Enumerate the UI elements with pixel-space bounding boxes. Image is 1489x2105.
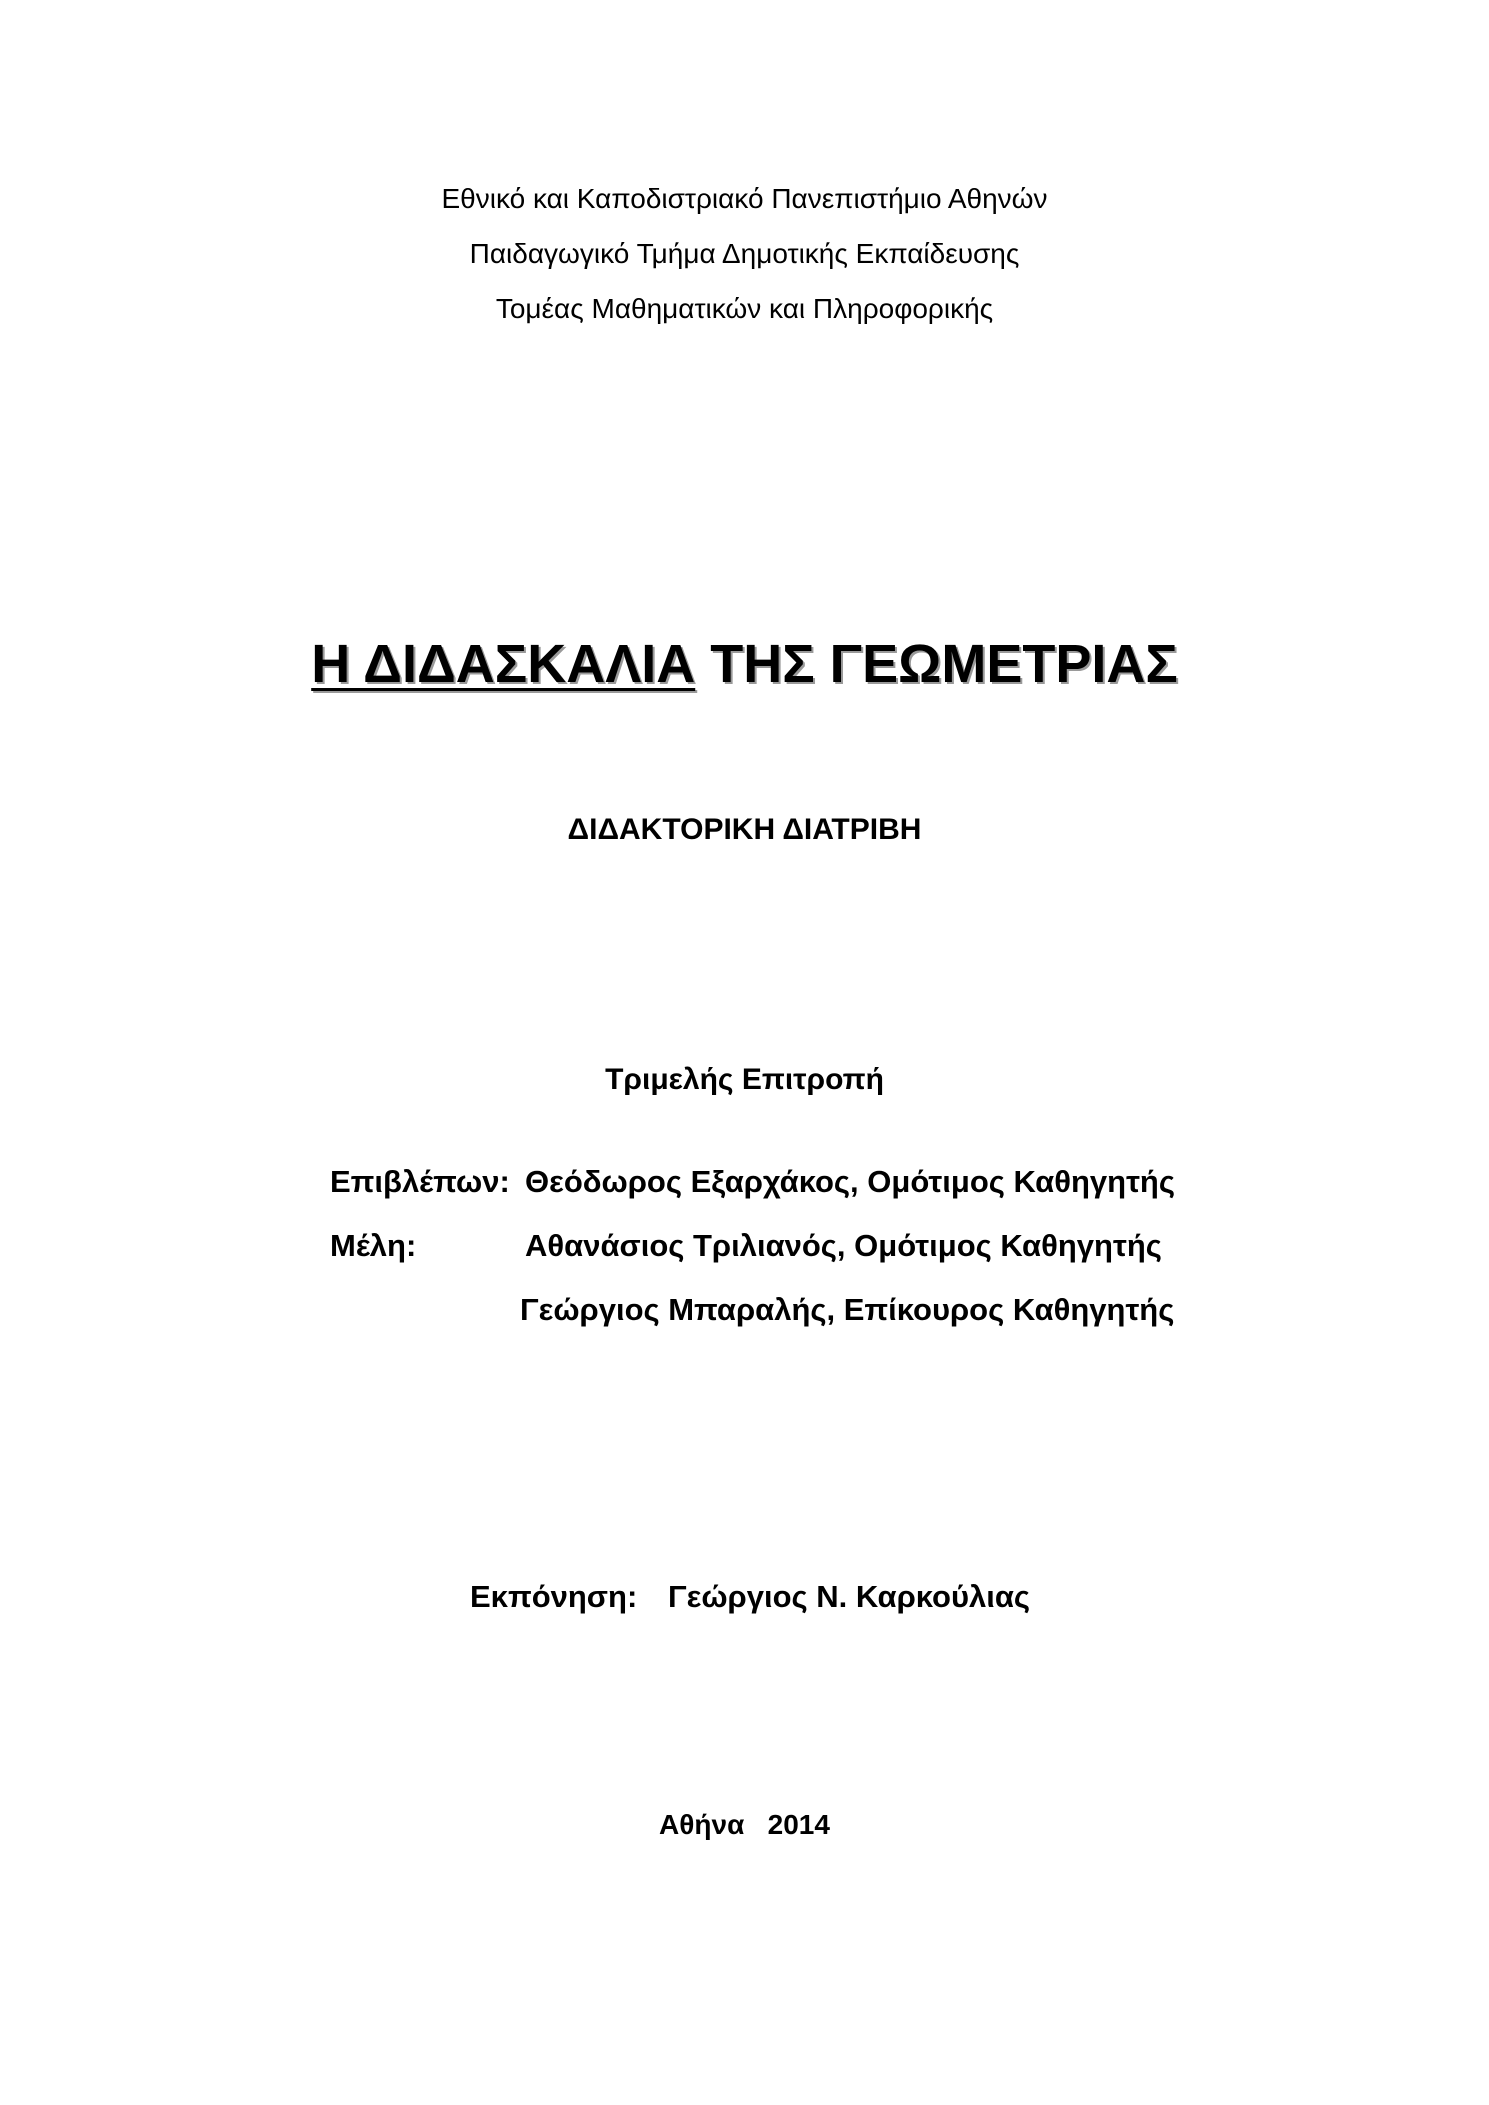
committee-heading: Τριμελής Επιτροπή [605, 1063, 884, 1096]
place-date [0, 1808, 1489, 1842]
supervisor-name: Θεόδωρος Εξαρχάκος, Ομότιμος Καθηγητής [525, 1164, 1175, 1199]
supervisor-label: Επιβλέπων: [330, 1164, 510, 1199]
sector-name: Τομέας Μαθηματικών και Πληροφορικής [495, 293, 994, 324]
city: Αθήνα [659, 1809, 745, 1840]
thesis-title-rest: ΤΗΣ ΓΕΩΜΕΤΡΙΑΣ [695, 634, 1178, 694]
department-name: Παιδαγωγικό Τμήμα Δημοτικής Εκπαίδευσης [469, 238, 1020, 269]
member-1: Αθανάσιος Τριλιανός, Ομότιμος Καθηγητής [525, 1228, 1162, 1263]
thesis-title [0, 632, 1489, 696]
document-type: ΔΙΔΑΚΤΟΡΙΚΗ ΔΙΑΤΡΙΒΗ [567, 813, 922, 846]
author-name: Γεώργιος Ν. Καρκούλιας [668, 1579, 1031, 1614]
members-label: Μέλη: [330, 1228, 417, 1263]
member-2: Γεώργιος Μπαραλής, Επίκουρος Καθηγητής [520, 1292, 1175, 1327]
thesis-title-underlined: Η ΔΙΔΑΣΚΑΛΙΑ [311, 634, 696, 694]
year: 2014 [767, 1809, 830, 1840]
author-label: Εκπόνηση: [470, 1579, 638, 1614]
university-name: Εθνικό και Καποδιστριακό Πανεπιστήμιο Αθηνών [441, 183, 1048, 214]
